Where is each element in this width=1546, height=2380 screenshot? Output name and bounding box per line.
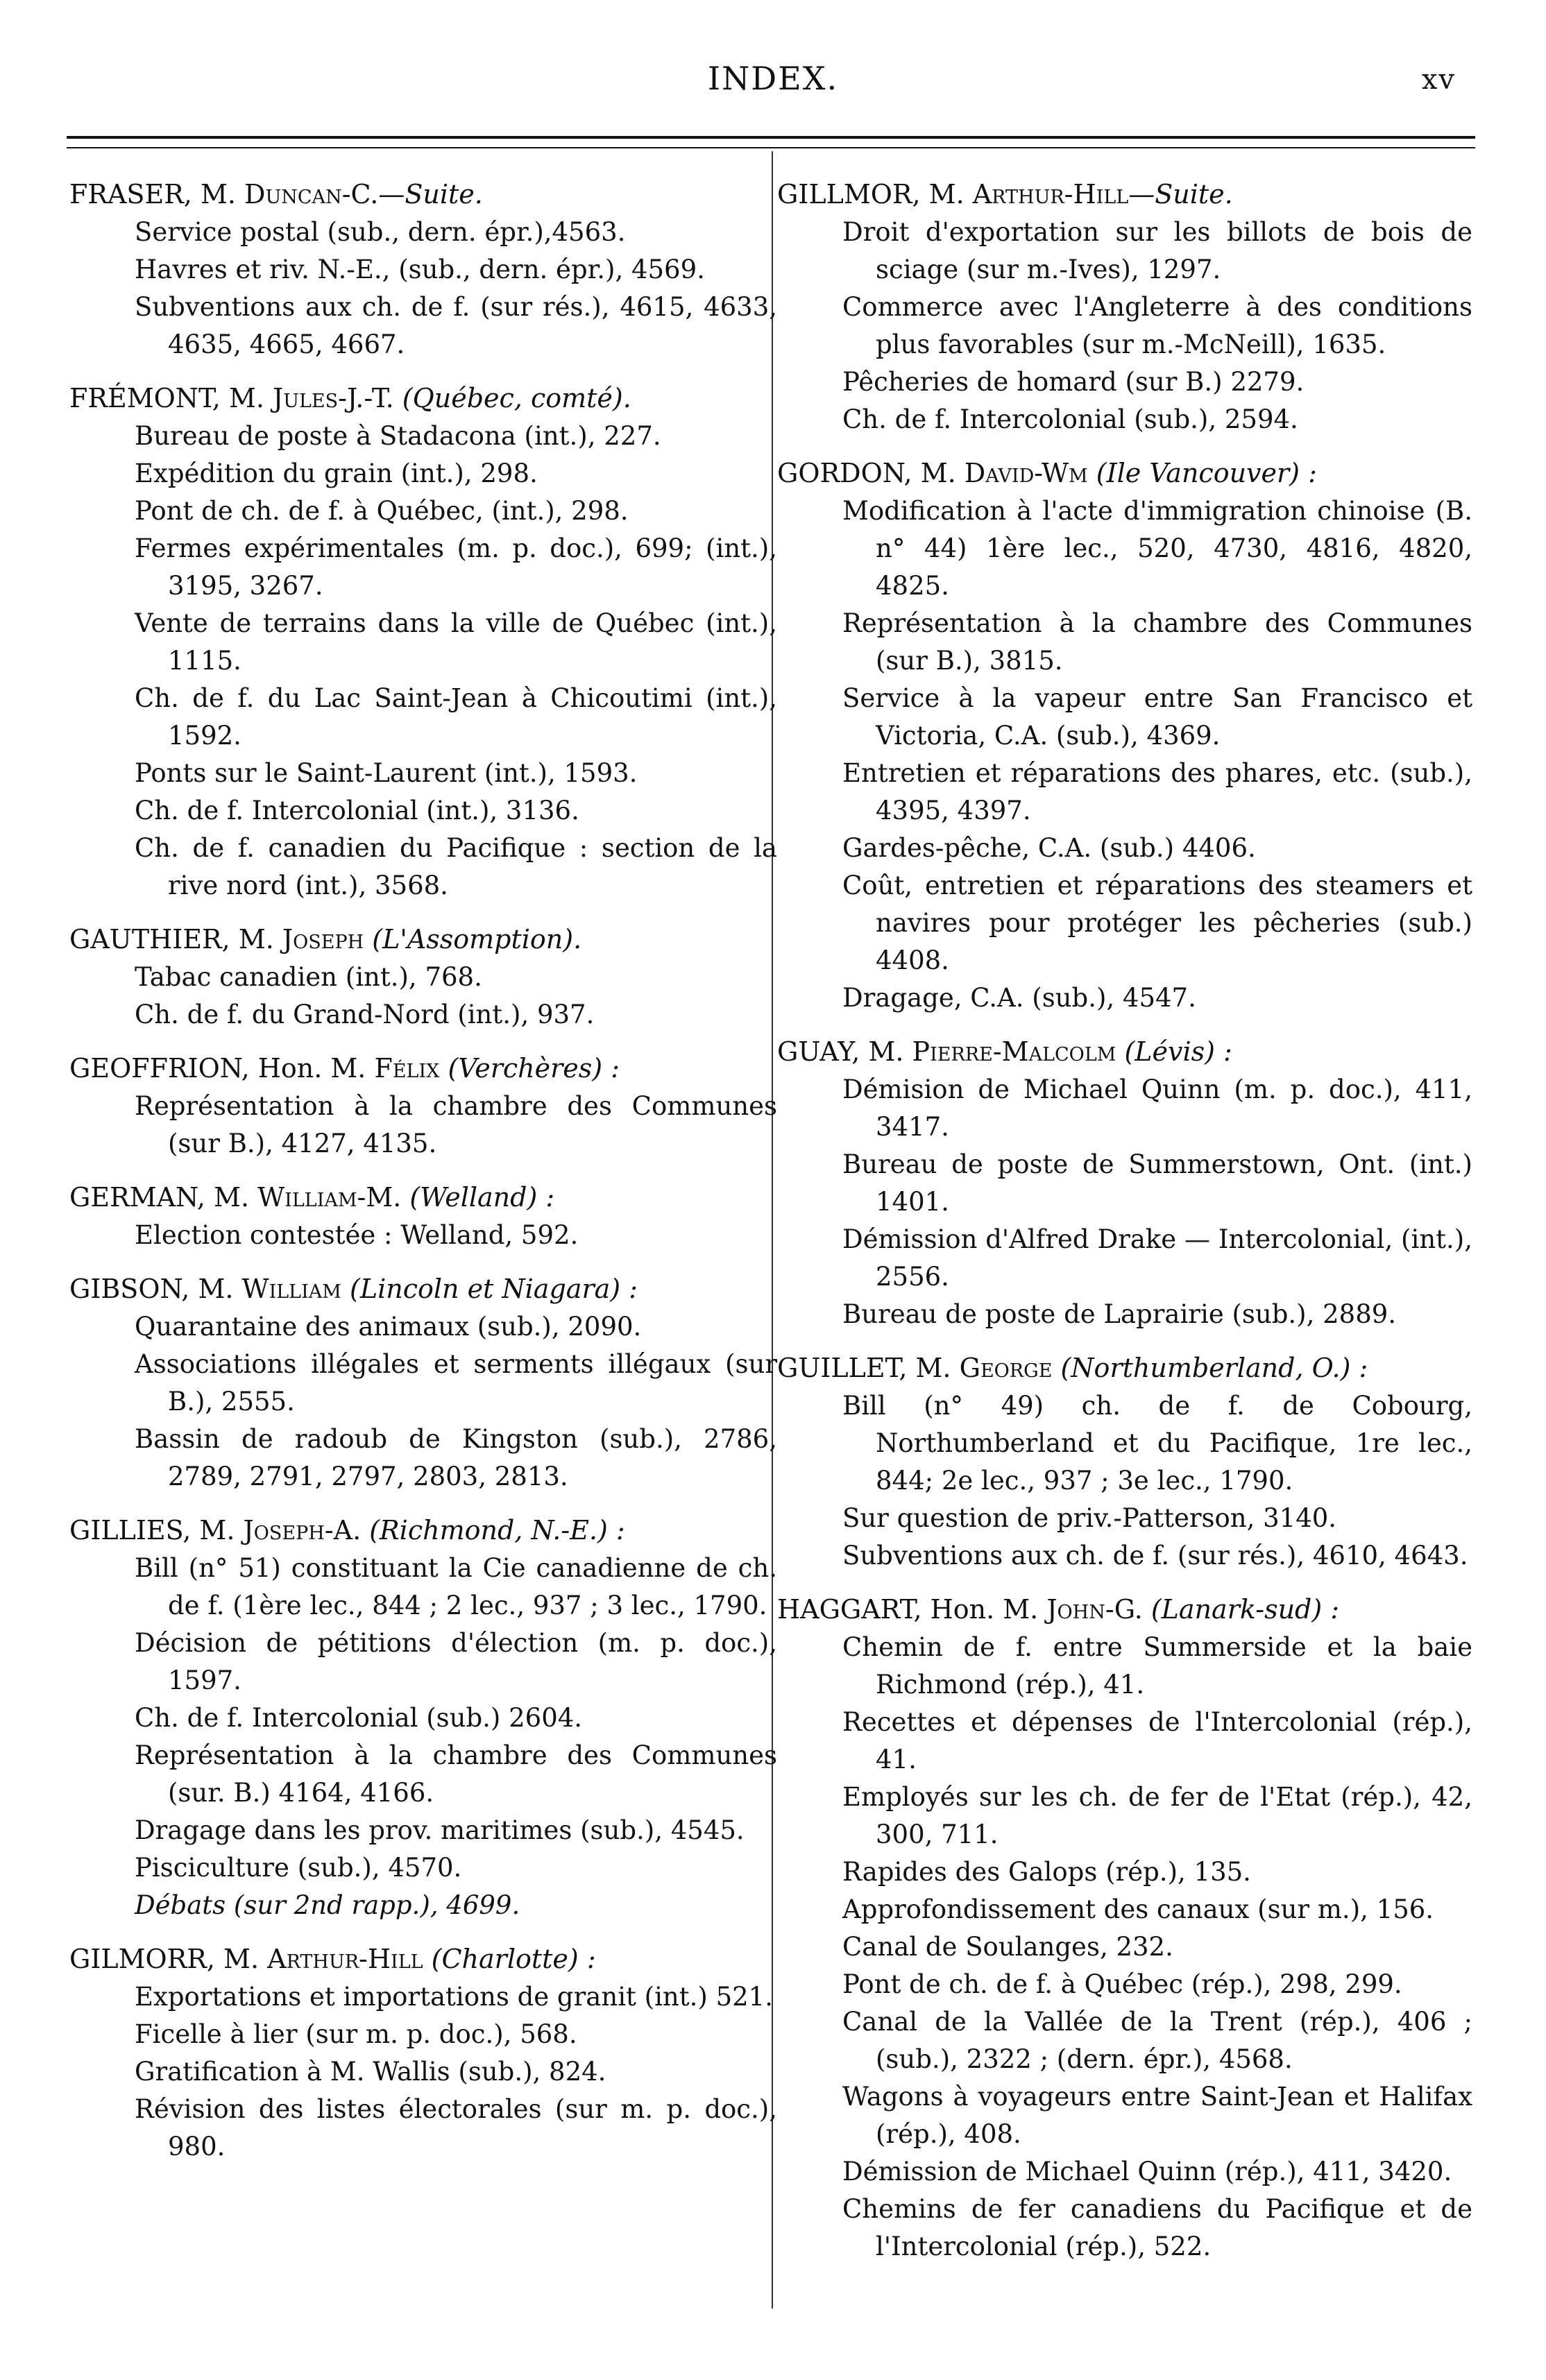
index-item: Représentation à la chambre des Communes (sur B.), 4127, 4135.: [135, 1091, 777, 1158]
index-item: Wagons à voyageurs entre Saint-Jean et Halifax (rép.), 408.: [842, 2082, 1472, 2149]
entry-firstname: Jules-J.-T.: [273, 383, 394, 413]
index-item: Recettes et dépenses de l'Intercolonial (rép.), 41.: [842, 1707, 1472, 1774]
index-item: Election contestée : Welland, 592.: [135, 1220, 579, 1250]
index-entry: [69, 920, 777, 1034]
index-item: Gratification à M. Wallis (sub.), 824.: [135, 2057, 606, 2087]
index-entry: [69, 175, 777, 363]
entry-firstname: Joseph-A.: [243, 1515, 362, 1546]
index-entry: [69, 1049, 777, 1163]
entry-surname: GEOFFRION, Hon. M.: [69, 1053, 375, 1084]
index-item: Subventions aux ch. de f. (sur rés.), 4615, 4633, 4635, 4665, 4667.: [135, 292, 777, 359]
index-entry: [777, 1032, 1472, 1333]
entry-items: [135, 1088, 777, 1163]
index-item: Modification à l'acte d'immigration chinoise (B. n° 44) 1ère lec., 520, 4730, 4816, 4820, 4825.: [842, 496, 1472, 601]
entry-firstname: Duncan-C.: [244, 179, 379, 209]
index-item: Ponts sur le Saint-Laurent (int.), 1593.: [135, 758, 638, 788]
entry-heading: [69, 1269, 777, 1308]
entry-heading: [777, 1349, 1472, 1387]
index-item: Ch. de f. du Lac Saint-Jean à Chicoutimi (int.), 1592.: [135, 683, 777, 751]
entry-heading: [69, 175, 777, 214]
entry-riding: (Québec, comté).: [393, 383, 631, 413]
index-item: Démission de Michael Quinn (rép.), 411, 3420.: [842, 2157, 1452, 2186]
entry-heading: [69, 1178, 777, 1217]
index-item: Sur question de priv.-Patterson, 3140.: [842, 1503, 1337, 1533]
index-item: Ch. de f. Intercolonial (int.), 3136.: [135, 796, 579, 825]
entry-riding: (Ile Vancouver) :: [1087, 458, 1317, 488]
entry-surname: GUAY, M.: [777, 1036, 912, 1067]
index-item: Bill (n° 51) constituant la Cie canadienne de ch. de f. (1ère lec., 844 ; 2 lec., 937 ; 3 lec., 1790.: [135, 1553, 777, 1620]
index-item: Expédition du grain (int.), 298.: [135, 459, 538, 488]
entry-surname: GIBSON, M.: [69, 1274, 242, 1304]
index-item: Bassin de radoub de Kingston (sub.), 2786, 2789, 2791, 2797, 2803, 2813.: [135, 1424, 777, 1491]
index-item: Démision de Michael Quinn (m. p. doc.), 411, 3417.: [842, 1075, 1472, 1142]
index-entry: [69, 1178, 777, 1254]
entry-surname: FRÉMONT, M.: [69, 383, 273, 413]
entry-riding: (Welland) :: [401, 1182, 555, 1213]
entry-riding: —Suite.: [1128, 179, 1233, 209]
entry-items: [135, 214, 777, 363]
index-item: Démission d'Alfred Drake — Intercolonial, (int.), 2556.: [842, 1224, 1472, 1292]
entry-items: [842, 1387, 1472, 1575]
index-item: Dragage, C.A. (sub.), 4547.: [842, 983, 1196, 1013]
entry-firstname: Félix: [374, 1053, 440, 1084]
entry-heading: [777, 1590, 1472, 1629]
entry-riding: (Northumberland, O.) :: [1052, 1353, 1368, 1383]
index-item: Tabac canadien (int.), 768.: [135, 962, 482, 992]
entry-firstname: George: [959, 1353, 1053, 1383]
entry-heading: [69, 1940, 777, 1978]
index-entry: [69, 379, 777, 905]
entry-riding: (L'Assomption).: [364, 924, 582, 954]
entry-surname: GAUTHIER, M.: [69, 924, 282, 954]
index-item: Dragage dans les prov. maritimes (sub.), 4545.: [135, 1815, 745, 1845]
entry-items: [842, 1629, 1472, 2266]
index-entry: [777, 1590, 1472, 2266]
index-item: Bill (n° 49) ch. de f. de Cobourg, Northumberland et du Pacifique, 1re lec., 844; 2e lec., 937 ; 3e lec., 1790.: [842, 1391, 1472, 1496]
index-item: Décision de pétitions d'élection (m. p. doc.), 1597.: [135, 1628, 777, 1695]
entry-firstname: Arthur-Hill: [267, 1944, 423, 1974]
index-item: Pont de ch. de f. à Québec, (int.), 298.: [135, 496, 629, 526]
entry-surname: GORDON, M.: [777, 458, 965, 488]
index-item: Subventions aux ch. de f. (sur rés.), 4610, 4643.: [842, 1541, 1468, 1570]
entry-heading: [777, 175, 1472, 214]
entry-firstname: William: [241, 1274, 341, 1304]
entry-firstname: Pierre-Malcolm: [912, 1036, 1116, 1067]
entry-firstname: David-Wm: [964, 458, 1088, 488]
index-item: Fermes expérimentales (m. p. doc.), 699; (int.), 3195, 3267.: [135, 533, 777, 601]
index-item: Pisciculture (sub.), 4570.: [135, 1853, 462, 1883]
index-item: Ch. de f. du Grand-Nord (int.), 937.: [135, 1000, 595, 1029]
page-title: INDEX.: [707, 60, 839, 97]
entry-surname: GILLMOR, M.: [777, 179, 973, 209]
entry-heading: [69, 379, 777, 418]
index-entry: [777, 454, 1472, 1017]
index-item: Bureau de poste de Laprairie (sub.), 2889.: [842, 1299, 1397, 1329]
index-item: Représentation à la chambre des Communes (sur. B.) 4164, 4166.: [135, 1740, 777, 1808]
entry-heading: [777, 454, 1472, 493]
index-item: Commerce avec l'Angleterre à des conditions plus favorables (sur m.-McNeill), 1635.: [842, 292, 1472, 359]
index-entry: [777, 1349, 1472, 1575]
entry-surname: GERMAN, M.: [69, 1182, 258, 1213]
index-item: Débats (sur 2nd rapp.), 4699.: [135, 1890, 520, 1920]
index-item: Havres et riv. N.-E., (sub., dern. épr.), 4569.: [135, 255, 705, 284]
index-item: Vente de terrains dans la ville de Québec (int.), 1115.: [135, 608, 777, 676]
index-entry: [69, 1511, 777, 1924]
index-item: Coût, entretien et réparations des steamers et navires pour protéger les pêcheries (sub.) 4408.: [842, 871, 1472, 975]
entry-riding: (Charlotte) :: [423, 1944, 596, 1974]
entry-surname: FRASER, M.: [69, 179, 245, 209]
index-item: Quarantaine des animaux (sub.), 2090.: [135, 1312, 642, 1342]
right-column: [777, 175, 1472, 2281]
page-number: xv: [1421, 64, 1456, 96]
index-item: Chemin de f. entre Summerside et la baie Richmond (rép.), 41.: [842, 1632, 1472, 1700]
entry-items: [135, 959, 777, 1034]
index-item: Représentation à la chambre des Communes (sur B.), 3815.: [842, 608, 1472, 676]
entry-surname: HAGGART, Hon. M.: [777, 1594, 1047, 1625]
entry-items: [135, 1978, 777, 2166]
entry-items: [842, 1071, 1472, 1333]
entry-heading: [69, 1049, 777, 1088]
index-item: Pêcheries de homard (sur B.) 2279.: [842, 367, 1305, 397]
entry-riding: —Suite.: [378, 179, 483, 209]
entry-heading: [777, 1032, 1472, 1071]
entry-riding: (Lévis) :: [1116, 1036, 1232, 1067]
entry-firstname: William-M.: [257, 1182, 402, 1213]
index-item: Service à la vapeur entre San Francisco et Victoria, C.A. (sub.), 4369.: [842, 683, 1472, 751]
index-item: Canal de Soulanges, 232.: [842, 1932, 1173, 1962]
index-item: Pont de ch. de f. à Québec (rép.), 298, 299.: [842, 1969, 1402, 1999]
index-item: Canal de la Vallée de la Trent (rép.), 406 ; (sub.), 2322 ; (dern. épr.), 4568.: [842, 2007, 1472, 2074]
header-rule-thin: [67, 147, 1475, 148]
entry-items: [135, 1217, 777, 1254]
index-item: Gardes-pêche, C.A. (sub.) 4406.: [842, 833, 1256, 863]
index-item: Exportations et importations de granit (int.) 521.: [135, 1982, 773, 2012]
entry-riding: (Lincoln et Niagara) :: [341, 1274, 638, 1304]
entry-surname: GUILLET, M.: [777, 1353, 960, 1383]
index-item: Ch. de f. Intercolonial (sub.), 2594.: [842, 404, 1298, 434]
header-rule-thick: [67, 136, 1475, 139]
index-item: Entretien et réparations des phares, etc. (sub.), 4395, 4397.: [842, 758, 1472, 825]
index-item: Service postal (sub., dern. épr.),4563.: [135, 217, 626, 247]
index-item: Rapides des Galops (rép.), 135.: [842, 1857, 1251, 1887]
entry-firstname: Arthur-Hill: [972, 179, 1129, 209]
left-column: [69, 175, 777, 2181]
entry-heading: [69, 920, 777, 959]
index-item: Ch. de f. Intercolonial (sub.) 2604.: [135, 1703, 583, 1733]
index-item: Ch. de f. canadien du Pacifique : section de la rive nord (int.), 3568.: [135, 833, 777, 900]
index-item: Employés sur les ch. de fer de l'Etat (rép.), 42, 300, 711.: [842, 1782, 1472, 1849]
index-item: Bureau de poste à Stadacona (int.), 227.: [135, 421, 661, 451]
index-entry: [777, 175, 1472, 438]
entry-riding: (Lanark-sud) :: [1142, 1594, 1340, 1625]
entry-items: [135, 1308, 777, 1496]
entry-items: [135, 418, 777, 905]
index-item: Bureau de poste de Summerstown, Ont. (int.) 1401.: [842, 1149, 1472, 1217]
entry-firstname: John-G.: [1046, 1594, 1143, 1625]
entry-items: [842, 214, 1472, 438]
entry-items: [135, 1550, 777, 1924]
index-item: Droit d'exportation sur les billots de bois de sciage (sur m.-Ives), 1297.: [842, 217, 1472, 284]
index-item: Associations illégales et serments illégaux (sur B.), 2555.: [135, 1349, 777, 1416]
index-item: Ficelle à lier (sur m. p. doc.), 568.: [135, 2019, 577, 2049]
index-entry: [69, 1269, 777, 1496]
entry-heading: [69, 1511, 777, 1550]
entry-riding: (Richmond, N.-E.) :: [361, 1515, 625, 1546]
entry-riding: (Verchères) :: [439, 1053, 620, 1084]
entry-surname: GILLIES, M.: [69, 1515, 244, 1546]
index-item: Révision des listes électorales (sur m. p. doc.), 980.: [135, 2094, 777, 2161]
entry-surname: GILMORR, M.: [69, 1944, 268, 1974]
index-entry: [69, 1940, 777, 2166]
index-item: Chemins de fer canadiens du Pacifique et de l'Intercolonial (rép.), 522.: [842, 2194, 1472, 2261]
index-item: Approfondissement des canaux (sur m.), 156.: [842, 1894, 1434, 1924]
entry-firstname: Joseph: [282, 924, 364, 954]
entry-items: [842, 493, 1472, 1017]
